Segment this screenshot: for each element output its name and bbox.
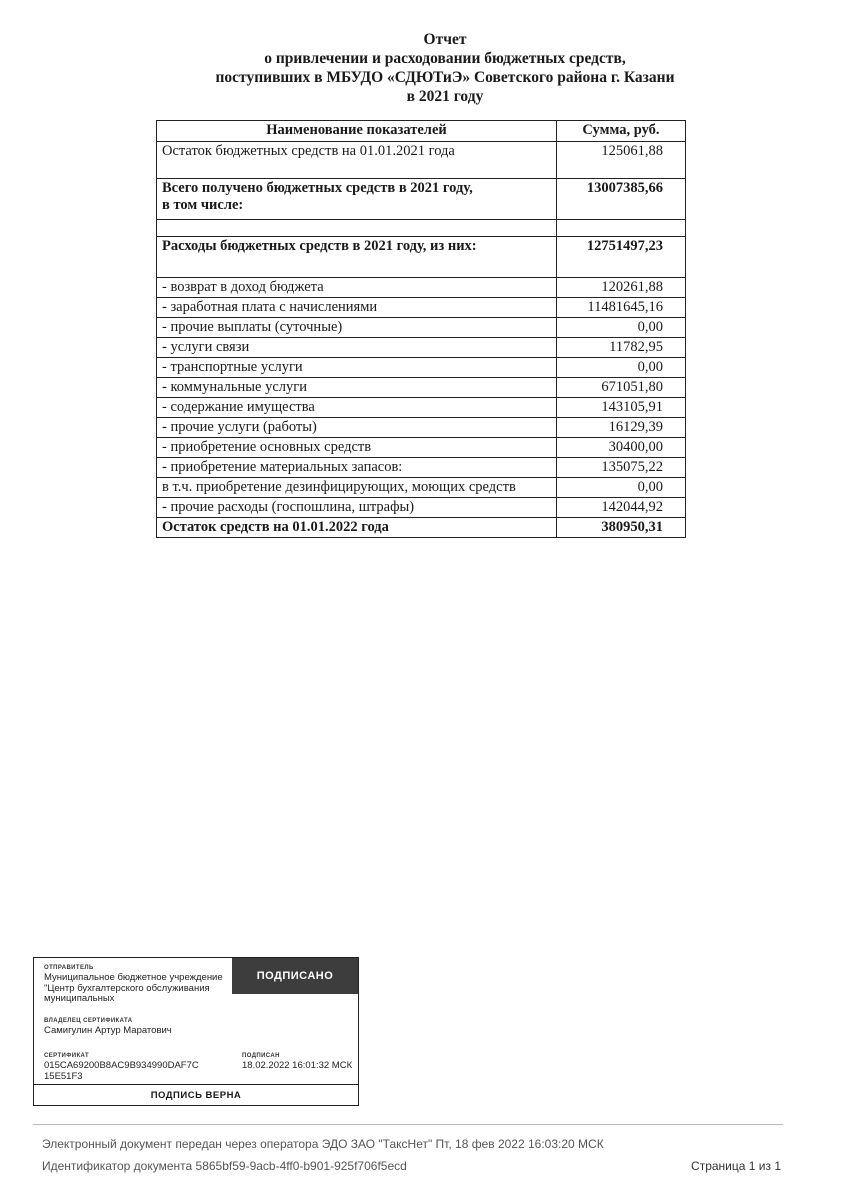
report-title	[150, 30, 740, 106]
table-row	[157, 458, 686, 478]
table-row	[157, 338, 686, 358]
cert-value: 015CA69200B8AC9B934990DAF7C15E51F3	[44, 1060, 199, 1082]
received-name	[157, 179, 557, 220]
header-amount: Сумма, руб.	[557, 121, 686, 142]
signature-verified: ПОДПИСЬ ВЕРНА	[34, 1084, 358, 1105]
sender-value: Муниципальное бюджетное учреждение "Центр бухгалтерского обслуживания муниципальных	[44, 972, 223, 1004]
item-name: - приобретение материальных запасов:	[157, 458, 557, 478]
title-line-3: поступивших в МБУДО «СДЮТиЭ» Советского района г. Казани	[215, 69, 675, 86]
item-name: в т.ч. приобретение дезинфицирующих, моющих средств	[157, 478, 557, 498]
owner-value: Самигулин Артур Маратович	[44, 1025, 172, 1036]
item-name: - прочие расходы (госпошлина, штрафы)	[157, 498, 557, 518]
table-row	[157, 418, 686, 438]
item-amount: 16129,39	[557, 418, 686, 438]
table-row	[157, 378, 686, 398]
item-amount: 142044,92	[557, 498, 686, 518]
expenses-name: Расходы бюджетных средств в 2021 году, из них:	[157, 237, 557, 278]
table-header-row	[157, 121, 686, 142]
table-row	[157, 318, 686, 338]
closing-balance-amount: 380950,31	[557, 518, 686, 538]
item-name: - возврат в доход бюджета	[157, 278, 557, 298]
page-number: Страница 1 из 1	[691, 1159, 781, 1173]
table-row	[157, 478, 686, 498]
sender-label: ОТПРАВИТЕЛЬ	[44, 965, 94, 971]
table-row	[157, 278, 686, 298]
item-amount: 671051,80	[557, 378, 686, 398]
spacer-cell	[157, 220, 557, 237]
received-amount: 13007385,66	[557, 179, 686, 220]
item-amount: 11481645,16	[557, 298, 686, 318]
signed-date-label: ПОДПИСАН	[242, 1053, 280, 1059]
expenses-amount: 12751497,23	[557, 237, 686, 278]
owner-label: ВЛАДЕЛЕЦ СЕРТИФИКАТА	[44, 1018, 133, 1024]
item-name: - приобретение основных средств	[157, 438, 557, 458]
item-name: - содержание имущества	[157, 398, 557, 418]
spacer-row	[157, 220, 686, 237]
table-row	[157, 298, 686, 318]
table-row	[157, 438, 686, 458]
expenses-row	[157, 237, 686, 278]
item-amount: 143105,91	[557, 398, 686, 418]
title-line-2: о привлечении и расходовании бюджетных средств,	[264, 50, 626, 67]
table-row	[157, 398, 686, 418]
item-name: - прочие услуги (работы)	[157, 418, 557, 438]
opening-balance-name: Остаток бюджетных средств на 01.01.2021 года	[157, 142, 557, 179]
item-amount: 30400,00	[557, 438, 686, 458]
closing-balance-name: Остаток средств на 01.01.2022 года	[157, 518, 557, 538]
signature-stamp	[33, 957, 359, 1106]
received-name-line-1: Всего получено бюджетных средств в 2021 году,	[162, 180, 473, 196]
received-row	[157, 179, 686, 220]
title-line-1: Отчет	[423, 31, 467, 48]
cert-label: СЕРТИФИКАТ	[44, 1053, 90, 1059]
item-amount: 11782,95	[557, 338, 686, 358]
closing-balance-row	[157, 518, 686, 538]
item-amount: 0,00	[557, 478, 686, 498]
item-name: - коммунальные услуги	[157, 378, 557, 398]
item-name: - заработная плата с начислениями	[157, 298, 557, 318]
footer-document-id: Идентификатор документа 5865bf59-9acb-4ff0-b901-925f706f5ecd	[42, 1159, 407, 1173]
item-name: - прочие выплаты (суточные)	[157, 318, 557, 338]
title-line-4: в 2021 году	[406, 88, 484, 105]
item-amount: 0,00	[557, 318, 686, 338]
header-name: Наименование показателей	[157, 121, 557, 142]
footer-divider	[33, 1124, 783, 1125]
opening-balance-row	[157, 142, 686, 179]
spacer-cell	[557, 220, 686, 237]
table-row	[157, 358, 686, 378]
item-amount: 120261,88	[557, 278, 686, 298]
table-row	[157, 498, 686, 518]
item-name: - услуги связи	[157, 338, 557, 358]
item-amount: 0,00	[557, 358, 686, 378]
footer-transmission: Электронный документ передан через оператора ЭДО ЗАО "ТаксНет" Пт, 18 фев 2022 16:03:20 МСК	[42, 1137, 604, 1151]
received-name-line-2: в том числе:	[162, 197, 244, 213]
item-name: - транспортные услуги	[157, 358, 557, 378]
item-amount: 135075,22	[557, 458, 686, 478]
budget-table	[156, 120, 686, 538]
signed-date-value: 18.02.2022 16:01:32 МСК	[242, 1060, 353, 1071]
signed-badge: ПОДПИСАНО	[232, 958, 358, 994]
opening-balance-amount: 125061,88	[557, 142, 686, 179]
